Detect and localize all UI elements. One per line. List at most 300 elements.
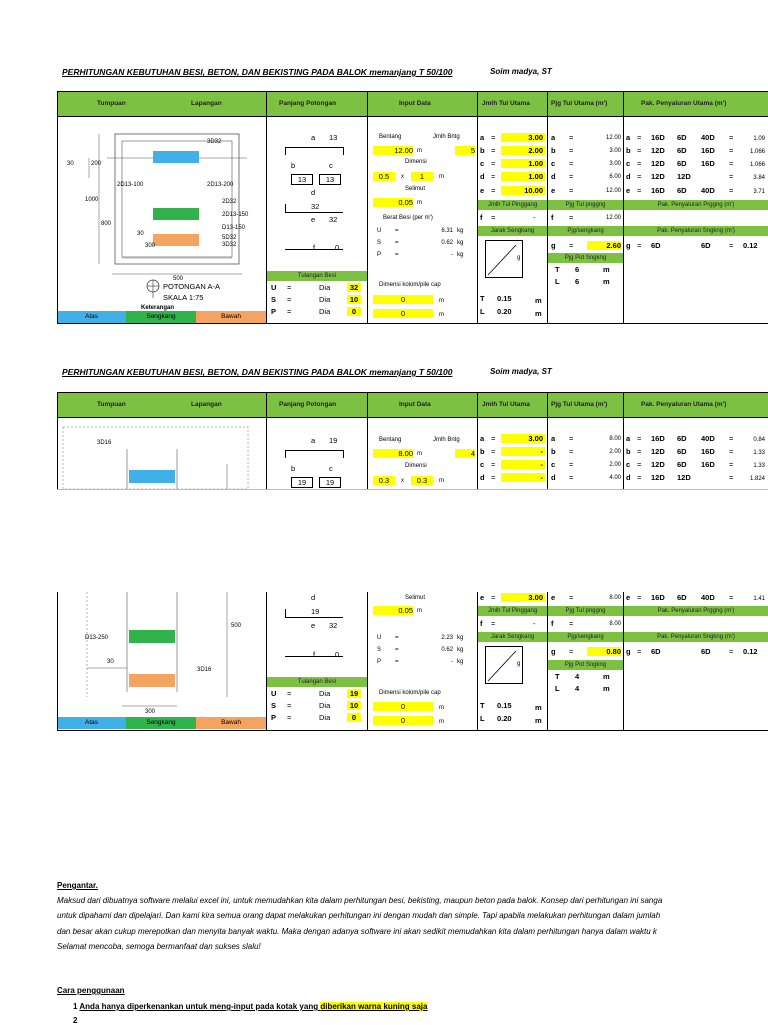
- jml-value-input[interactable]: -: [501, 473, 545, 482]
- pjg-key: e: [551, 186, 556, 195]
- berat-eq: =: [395, 659, 399, 665]
- jml-value-input[interactable]: 2.00: [501, 146, 545, 155]
- sengkang-value-input[interactable]: 2.60: [587, 241, 621, 250]
- jml-key: a: [480, 434, 485, 443]
- berat-eq: =: [395, 635, 399, 641]
- header-panjang-potongan: Panjang Potongan: [279, 401, 337, 408]
- pak-value: 1.824: [749, 476, 765, 482]
- pak-value: 3.84: [753, 175, 765, 181]
- jml-key: d: [480, 172, 485, 181]
- berat-unit: kg: [457, 252, 464, 258]
- pak-f: 12D: [651, 460, 665, 469]
- intro-line-4: Selamat mencoba, semoga bermanfaat dan sukses slalu!: [57, 942, 261, 951]
- pak-sengkang-key: g: [626, 241, 631, 250]
- berat-u-value: 2.23: [441, 635, 453, 641]
- cut-e-val: 32: [329, 621, 338, 630]
- intro-line-2: untuk dipahami dan dipelajari. Dan kami kira semua orang dapat melakukan perhitungan ini dengan mudah dan simple. Tapi apabila melakukan perhitungan dalam jumlah: [57, 911, 661, 920]
- label-5d32: 5D32: [222, 235, 237, 241]
- selimut-unit: m: [417, 200, 422, 206]
- pjg-pinggang-key: f: [551, 619, 554, 628]
- bentang-unit: m: [417, 451, 422, 457]
- pak-h: 40D: [701, 133, 715, 142]
- pjg-value: 12.00: [605, 188, 621, 194]
- tul-eq: =: [287, 283, 292, 292]
- pak-sengkang-f: 6D: [651, 647, 661, 656]
- jmlh-bntg-input[interactable]: 4: [455, 449, 475, 458]
- legend-atas: Atas: [57, 311, 126, 323]
- pak-eq-2: =: [729, 473, 734, 482]
- pjg-value: 8.00: [609, 436, 621, 442]
- tl-t-key: T: [480, 701, 485, 710]
- dimensi-height-input[interactable]: 0.3: [411, 476, 433, 485]
- step-1-highlight: diberikan warna kuning saja: [320, 1002, 428, 1011]
- legend-sengkang: Sengkang: [126, 311, 196, 323]
- pak-eq-2: =: [729, 593, 734, 602]
- sheet2-table: [57, 392, 768, 731]
- header-jmlh-tul-utama: Jmlh Tul Utama: [482, 401, 530, 408]
- selimut-label: Selimut: [405, 186, 426, 192]
- pot-t-key: T: [555, 672, 560, 681]
- sheet1-header-row: [57, 91, 768, 117]
- dimensi-label: Dimensi: [405, 463, 427, 469]
- legend-bawah: Bawah: [196, 717, 266, 729]
- jml-value-input[interactable]: 1.00: [501, 172, 545, 181]
- bentang-label: Bentang: [379, 134, 402, 140]
- cut-a: a: [311, 436, 316, 445]
- pak-sengkang-g: 6D: [701, 241, 711, 250]
- pile-unit-1: m: [439, 705, 444, 711]
- cut-d: d: [311, 593, 316, 602]
- header-input-data: Input Data: [399, 401, 431, 408]
- pak-sengkang-value: 0.12: [743, 647, 758, 656]
- pak-h: 16D: [701, 447, 715, 456]
- pjg-value: 6.00: [609, 174, 621, 180]
- tul-dia: Dia: [319, 689, 331, 698]
- pot-l-unit: m: [603, 277, 610, 286]
- pot-t-key: T: [555, 265, 560, 274]
- sengkang-key: g: [551, 241, 556, 250]
- beam-section-svg-top: [57, 419, 266, 489]
- pak-sengkang-header: Pak. Penyaluran Sngkng (m'): [624, 632, 768, 642]
- pak-h: 16D: [701, 159, 715, 168]
- cut-f-val: 0: [335, 243, 340, 252]
- pjg-pinggang-eq: =: [569, 619, 574, 628]
- dimensi-height-input[interactable]: 1: [411, 172, 433, 181]
- sheet2-author: Soim madya, ST: [490, 367, 552, 376]
- sheet1-table: [57, 91, 768, 324]
- label-2d13-100: 2D13-100: [117, 182, 144, 188]
- pjg-value: 2.00: [609, 449, 621, 455]
- tul-dia-input[interactable]: 0: [347, 713, 361, 722]
- pjg-value: 4.00: [609, 475, 621, 481]
- pinggang-key: f: [480, 619, 483, 628]
- berat-unit: kg: [457, 659, 464, 665]
- pak-eq: =: [637, 172, 642, 181]
- header-tumpuan: Tumpuan: [97, 401, 126, 408]
- pjg-eq: =: [569, 593, 574, 602]
- pak-g: 6D: [677, 460, 687, 469]
- pak-pinggang-header: Pak. Penyaluran Prggng (m'): [624, 200, 768, 210]
- tul-dia-input[interactable]: 19: [347, 689, 361, 698]
- tul-eq: =: [287, 307, 292, 316]
- tul-dia-input[interactable]: 10: [347, 295, 361, 304]
- pak-eq: =: [637, 146, 642, 155]
- pak-sengkang-eq-2: =: [729, 647, 734, 656]
- label-d13-150: D13-150: [222, 225, 246, 231]
- pinggang-key: f: [480, 213, 483, 222]
- tul-eq: =: [287, 701, 292, 710]
- pjg-value: 12.00: [605, 135, 621, 141]
- berat-eq: =: [395, 647, 399, 653]
- cut-f: f: [313, 243, 316, 252]
- header-lapangan: Lapangan: [191, 100, 222, 107]
- pak-sengkang-eq: =: [637, 647, 642, 656]
- bentang-label: Bentang: [379, 437, 402, 443]
- header-pjg-tul-utama: Pjg Tul Utama (m'): [551, 401, 608, 408]
- legend-bawah: Bawah: [196, 311, 266, 323]
- tul-dia: Dia: [319, 283, 331, 292]
- pjg-key: e: [551, 593, 556, 602]
- jml-key: e: [480, 186, 485, 195]
- pak-key: a: [626, 434, 631, 443]
- cut-b: b: [291, 464, 296, 473]
- pak-eq-2: =: [729, 172, 734, 181]
- cut-d-val: 19: [311, 607, 320, 616]
- label-2d13-150: 2D13-150: [222, 212, 249, 218]
- pak-sengkang-g: 6D: [701, 647, 711, 656]
- pinggang-value: -: [533, 619, 536, 628]
- pjg-eq: =: [569, 434, 574, 443]
- pak-key: d: [626, 172, 631, 181]
- tul-key: P: [271, 307, 277, 316]
- sengkang-header: Jarak Sengkang: [478, 226, 547, 236]
- header-input-data: Input Data: [399, 100, 431, 107]
- pak-sengkang-header: Pak. Penyaluran Sngkng (m'): [624, 226, 768, 236]
- sheet2-drawing-bottom: [57, 592, 266, 718]
- pjg-value: 3.00: [609, 148, 621, 154]
- pak-eq: =: [637, 159, 642, 168]
- sengkang-key: g: [551, 647, 556, 656]
- tl-l-value: 0.20: [497, 307, 512, 316]
- pak-g: 6D: [677, 133, 687, 142]
- stirrup-g-label: g: [517, 255, 521, 261]
- pak-g: 12D: [677, 473, 691, 482]
- label-3d16-top: 3D16: [97, 440, 112, 446]
- tulangan-besi-title: Tulangan Besi: [267, 677, 367, 687]
- header-lapangan: Lapangan: [191, 401, 222, 408]
- pak-f: 12D: [651, 159, 665, 168]
- tl-t-unit: m: [535, 703, 542, 712]
- jml-key: d: [480, 473, 485, 482]
- jml-value-input[interactable]: -: [501, 460, 545, 469]
- pak-g: 12D: [677, 172, 691, 181]
- cut-e-val: 32: [329, 215, 338, 224]
- pot-l-key: L: [555, 684, 560, 693]
- cut-a: a: [311, 133, 316, 142]
- berat-besi-label: Berat Besi (per m'): [383, 215, 433, 221]
- pak-sengkang-value: 0.12: [743, 241, 758, 250]
- pjg-eq: =: [569, 159, 574, 168]
- jml-value-input[interactable]: 1.00: [501, 159, 545, 168]
- jml-key: a: [480, 133, 485, 142]
- pile-cap-label: Dimensi kolom/pile cap: [379, 282, 441, 288]
- berat-unit: kg: [457, 228, 464, 234]
- sheet2-drawing-top: [57, 419, 266, 489]
- dim-1000: 1000: [85, 197, 99, 203]
- bentang-input[interactable]: 8.00: [373, 449, 413, 458]
- pak-eq: =: [637, 593, 642, 602]
- tl-l-key: L: [480, 307, 485, 316]
- pak-f: 12D: [651, 172, 665, 181]
- tul-dia: Dia: [319, 701, 331, 710]
- dim-30: 30: [67, 161, 74, 167]
- pile-cap-input-1[interactable]: 0: [373, 295, 433, 304]
- sheet1-section-drawing: [57, 118, 266, 311]
- pinggang-eq: =: [491, 619, 496, 628]
- pjg-eq: =: [569, 460, 574, 469]
- pjg-value: 8.00: [609, 595, 621, 601]
- pak-g: 6D: [677, 159, 687, 168]
- sengkang-header: Jarak Sengkang: [478, 632, 547, 642]
- intro-heading: Pengantar.: [57, 881, 98, 890]
- pak-h: 16D: [701, 460, 715, 469]
- pak-eq: =: [637, 460, 642, 469]
- berat-eq: =: [395, 252, 399, 258]
- pjg-eq: =: [569, 186, 574, 195]
- jml-key: b: [480, 146, 485, 155]
- tl-t-unit: m: [535, 296, 542, 305]
- tul-key: S: [271, 701, 277, 710]
- selimut-input[interactable]: 0.05: [373, 198, 413, 207]
- pak-g: 6D: [677, 447, 687, 456]
- pak-pinggang-header: Pak. Penyaluran Prggng (m'): [624, 606, 768, 616]
- jmlh-bntg-label: Jmlh Bntg: [433, 134, 460, 140]
- pinggang-eq: =: [491, 213, 496, 222]
- jml-eq: =: [491, 460, 496, 469]
- tul-dia: Dia: [319, 295, 331, 304]
- pot-t-unit: m: [603, 672, 610, 681]
- pjg-sengkang-header: Pjg/sengkang: [548, 632, 623, 642]
- tl-l-unit: m: [535, 309, 542, 318]
- pak-f: 16D: [651, 186, 665, 195]
- jml-value-input[interactable]: 3.00: [501, 434, 545, 443]
- cut-c-val: 13: [319, 174, 341, 185]
- pak-sengkang-eq-2: =: [729, 241, 734, 250]
- pjg-pinggang-value: 12.00: [605, 215, 621, 221]
- pak-key: e: [626, 186, 631, 195]
- label-2d13-200: 2D13-200: [207, 182, 234, 188]
- dim-300: 300: [145, 709, 156, 715]
- pjg-sengkang-header: Pjg/sengkang: [548, 226, 623, 236]
- header-pjg-tul-utama: Pjg Tul Utama (m'): [551, 100, 608, 107]
- pjg-pinggang-header: Pjg Tul pnggng: [548, 200, 623, 210]
- jml-value-input[interactable]: 10.00: [501, 186, 545, 195]
- tl-t-value: 0.15: [497, 701, 512, 710]
- dim-30-bottom: 30: [137, 231, 144, 237]
- tul-dia: Dia: [319, 307, 331, 316]
- jml-eq: =: [491, 447, 496, 456]
- pak-key: b: [626, 447, 631, 456]
- pak-h: 16D: [701, 146, 715, 155]
- selimut-input[interactable]: 0.05: [373, 606, 413, 615]
- pile-unit-1: m: [439, 298, 444, 304]
- tul-eq: =: [287, 689, 292, 698]
- pjg-eq: =: [569, 473, 574, 482]
- dimensi-unit: m: [439, 174, 444, 180]
- tul-dia-input[interactable]: 0: [347, 307, 361, 316]
- sheet1-title: PERHITUNGAN KEBUTUHAN BESI, BETON, DAN BEKISTING PADA BALOK memanjang T 50/100: [62, 67, 453, 77]
- tl-l-value: 0.20: [497, 714, 512, 723]
- pak-value: 1.09: [753, 136, 765, 142]
- header-jmlh-tul-utama: Jmlh Tul Utama: [482, 100, 530, 107]
- pjg-key: c: [551, 460, 556, 469]
- pjg-key: b: [551, 146, 556, 155]
- pjg-pinggang-value: 8.00: [609, 621, 621, 627]
- berat-u-key: U: [377, 635, 382, 641]
- dim-300: 300: [145, 243, 156, 249]
- cut-f: f: [313, 650, 316, 659]
- pak-g: 6D: [677, 146, 687, 155]
- pile-cap-input-2[interactable]: 0: [373, 309, 433, 318]
- pak-h: 40D: [701, 593, 715, 602]
- legend-sengkang: Sengkang: [126, 717, 196, 729]
- jml-eq: =: [491, 593, 496, 602]
- pak-g: 6D: [677, 593, 687, 602]
- step-1-num: 1: [73, 1002, 78, 1011]
- dim-500: 500: [173, 276, 184, 282]
- header-tumpuan: Tumpuan: [97, 100, 126, 107]
- sheet2-header-row: [57, 392, 768, 418]
- pak-eq: =: [637, 434, 642, 443]
- pjg-value: 2.00: [609, 462, 621, 468]
- tul-key: U: [271, 283, 277, 292]
- stirrup-g-label: g: [517, 661, 521, 667]
- pjg-eq: =: [569, 172, 574, 181]
- cut-e: e: [311, 621, 316, 630]
- pak-f: 12D: [651, 473, 665, 482]
- jml-value-input[interactable]: 3.00: [501, 593, 545, 602]
- tul-key: P: [271, 713, 277, 722]
- dimensi-x: x: [401, 478, 404, 484]
- cut-f-val: 0: [335, 650, 340, 659]
- dimensi-label: Dimensi: [405, 159, 427, 165]
- pjg-pinggang-key: f: [551, 213, 554, 222]
- tl-t-key: T: [480, 294, 485, 303]
- berat-s-key: S: [377, 647, 382, 653]
- pak-key: c: [626, 159, 631, 168]
- sengkang-value-input[interactable]: 0.80: [587, 647, 621, 656]
- pak-eq: =: [637, 186, 642, 195]
- pile-cap-input-1[interactable]: 0: [373, 702, 433, 711]
- pjg-eq: =: [569, 146, 574, 155]
- berat-unit: kg: [457, 240, 464, 246]
- pak-value: 3.71: [753, 189, 765, 195]
- pjg-key: d: [551, 172, 556, 181]
- pak-g: 6D: [677, 186, 687, 195]
- cut-b-val: 19: [291, 477, 313, 488]
- pot-l-value: 6: [575, 277, 580, 286]
- pjg-pinggang-header: Pjg Tul pnggng: [548, 606, 623, 616]
- pak-sengkang-f: 6D: [651, 241, 661, 250]
- bentang-unit: m: [417, 148, 422, 154]
- pot-t-unit: m: [603, 265, 610, 274]
- label-2d32: 2D32: [222, 199, 237, 205]
- pjg-key: b: [551, 447, 556, 456]
- pak-key: d: [626, 473, 631, 482]
- pak-eq: =: [637, 473, 642, 482]
- pak-eq-2: =: [729, 159, 734, 168]
- tul-dia-input[interactable]: 10: [347, 701, 361, 710]
- sengkang-eq: =: [569, 241, 574, 250]
- berat-p-key: P: [377, 252, 382, 258]
- pak-value: 1.066: [749, 149, 765, 155]
- pak-eq-2: =: [729, 447, 734, 456]
- dimensi-width-input[interactable]: 0.5: [373, 172, 395, 181]
- jml-eq: =: [491, 172, 496, 181]
- tul-eq: =: [287, 713, 292, 722]
- berat-unit: kg: [457, 635, 464, 641]
- pjg-pinggang-eq: =: [569, 213, 574, 222]
- jmlh-bntg-input[interactable]: 5: [455, 146, 475, 155]
- dim-200: 200: [91, 161, 102, 167]
- pot-t-value: 4: [575, 672, 580, 681]
- pot-sengkang-header: Pjg Pot Sngkng: [548, 253, 623, 263]
- pjg-key: a: [551, 434, 556, 443]
- tl-l-unit: m: [535, 716, 542, 725]
- sheet2-title: PERHITUNGAN KEBUTUHAN BESI, BETON, DAN BEKISTING PADA BALOK memanjang T 50/100: [62, 367, 453, 377]
- pak-value: 0.84: [753, 437, 765, 443]
- pak-f: 16D: [651, 593, 665, 602]
- bentang-input[interactable]: 12.00: [373, 146, 413, 155]
- tul-dia-input[interactable]: 32: [347, 283, 361, 292]
- keterangan-label: Keterangan: [141, 305, 175, 311]
- dimensi-x: x: [401, 174, 404, 180]
- label-d13-250: D13-250: [85, 635, 109, 641]
- pinggang-header: Jmlh Tul Pinggang: [478, 200, 547, 210]
- pile-cap-input-2[interactable]: 0: [373, 716, 433, 725]
- pjg-eq: =: [569, 447, 574, 456]
- sheet1-author: Soim madya, ST: [490, 67, 552, 76]
- pak-eq-2: =: [729, 186, 734, 195]
- jml-value-input[interactable]: -: [501, 447, 545, 456]
- cut-a-val: 13: [329, 133, 338, 142]
- dim-500: 500: [231, 623, 242, 629]
- jml-key: c: [480, 159, 485, 168]
- cut-d-val: 32: [311, 202, 320, 211]
- jml-value-input[interactable]: 3.00: [501, 133, 545, 142]
- pak-eq: =: [637, 447, 642, 456]
- legend-atas: Atas: [57, 717, 126, 729]
- pak-f: 12D: [651, 146, 665, 155]
- berat-eq: =: [395, 240, 399, 246]
- jmlh-bntg-label: Jmlh Bntg: [433, 437, 460, 443]
- berat-s-value: 0.62: [441, 647, 453, 653]
- step-1: [73, 1002, 427, 1011]
- pak-h: 40D: [701, 434, 715, 443]
- berat-unit: kg: [457, 647, 464, 653]
- berat-p-value: -: [451, 659, 453, 665]
- pak-value: 1.41: [753, 596, 765, 602]
- pak-value: 1.066: [749, 162, 765, 168]
- sengkang-eq: =: [569, 647, 574, 656]
- dimensi-width-input[interactable]: 0.3: [373, 476, 395, 485]
- pak-f: 16D: [651, 434, 665, 443]
- pot-t-value: 6: [575, 265, 580, 274]
- pot-l-key: L: [555, 277, 560, 286]
- berat-p-value: -: [451, 252, 453, 258]
- pak-sengkang-key: g: [626, 647, 631, 656]
- pjg-key: a: [551, 133, 556, 142]
